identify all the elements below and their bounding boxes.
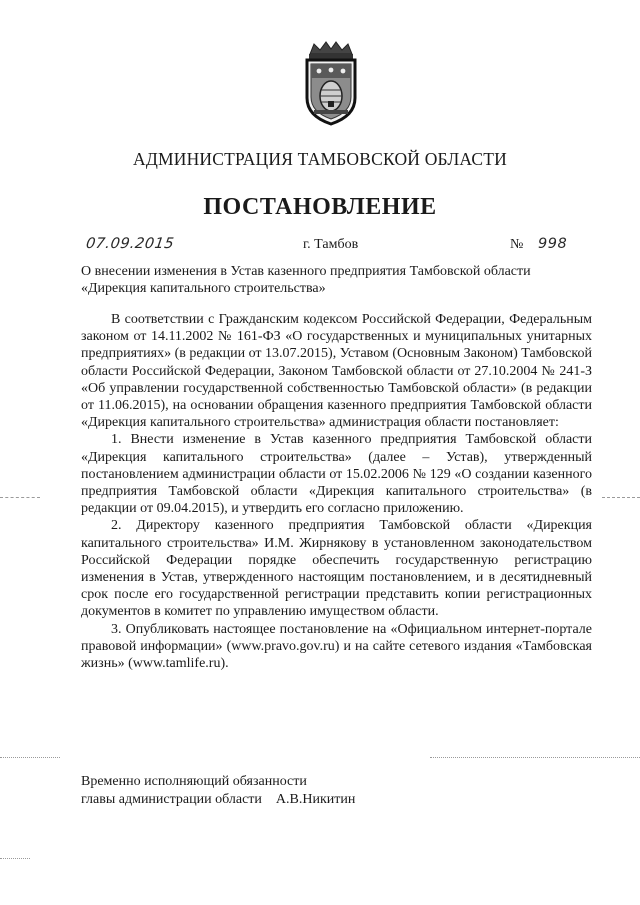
signatory-position-line-2 bbox=[81, 791, 601, 809]
city-label: г. Тамбов bbox=[303, 237, 359, 252]
signature-block bbox=[81, 773, 601, 808]
scan-artifact-line bbox=[602, 497, 640, 498]
scan-artifact-line bbox=[430, 757, 640, 758]
number-sign: № bbox=[510, 237, 524, 252]
signatory-position-line-1: Временно исполняющий обязанности bbox=[81, 774, 307, 789]
document-body bbox=[81, 311, 592, 672]
scan-artifact-line bbox=[0, 497, 40, 498]
subject-line-1: О внесении изменения в Устав казенного предприятия Тамбовской области bbox=[81, 264, 531, 279]
item-2-paragraph: 2. Директору казенного предприятия Тамбовской области «Дирекция капитального строительства» И.М. Жирнякову в установленном законодательством Российской Федерации порядке обеспечить государственную регистрацию изменения в Устав, утвержденного настоящим постановлением, и в десятидневный срок после его государственной регистрации представить копии регистрационных документов в комитет по управлению имуществом области. bbox=[81, 518, 592, 620]
authority-title: АДМИНИСТРАЦИЯ ТАМБОВСКОЙ ОБЛАСТИ bbox=[133, 149, 507, 169]
document-meta-row bbox=[0, 234, 640, 258]
item-1-paragraph: 1. Внести изменение в Устав казенного предприятия Тамбовской области «Дирекция капитального строительства» (далее – Устав), утвержденный постановлением администрации области от 15.02.2006 № 129 «О создании казенного предприятия Тамбовской области «Дирекция капитального строительства» (в редакции от 09.04.2015), и утвердить его согласно приложению. bbox=[81, 432, 592, 517]
signatory-name: А.В.Никитин bbox=[275, 791, 356, 807]
signatory-position-text: главы администрации области bbox=[81, 791, 262, 807]
scan-artifact-line bbox=[0, 757, 60, 758]
tambov-coat-of-arms-icon bbox=[300, 40, 362, 126]
subject-line-2: «Дирекция капитального строительства» bbox=[81, 280, 326, 296]
item-3-paragraph: 3. Опубликовать настоящее постановление на «Официальном интернет-портале правовой информации» (www.pravo.gov.ru) и на сайте сетевого издания «Тамбовская жизнь» (www.tamlife.ru). bbox=[81, 621, 592, 672]
handwritten-date: 07.09.2015 bbox=[84, 236, 176, 252]
scan-artifact-line bbox=[0, 858, 30, 859]
document-subject bbox=[81, 264, 591, 297]
document-type-title: ПОСТАНОВЛЕНИЕ bbox=[203, 194, 437, 220]
handwritten-number: 998 bbox=[538, 236, 568, 252]
preamble-paragraph: В соответствии с Гражданским кодексом Российской Федерации, Федеральным законом от 14.11.2002 № 161-ФЗ «О государственных и муниципальных унитарных предприятиях» (в редакции от 13.07.2015), Уставом (Основным Законом) Тамбовской области Российской Федерации, Законом Тамбовской области от 27.10.2004 № 241-З «Об управлении государственной собственностью Тамбовской области» (в редакции от 11.06.2015), на основании обращения казенного предприятия Тамбовской области «Дирекция капитального строительства» администрация области постановляет: bbox=[81, 312, 592, 431]
